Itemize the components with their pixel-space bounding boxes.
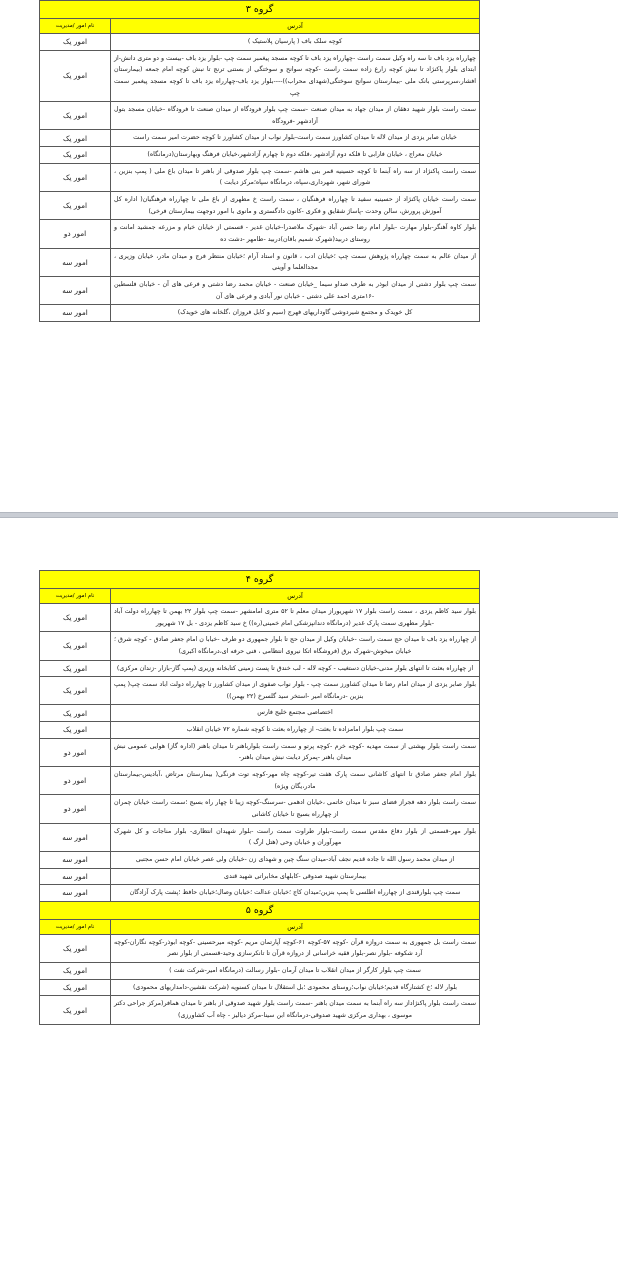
table-row — [40, 147, 480, 164]
name-cell: امور یک — [40, 50, 111, 102]
page-1 — [0, 0, 618, 512]
address-column-header: آدرس — [111, 919, 480, 934]
name-cell: امور یک — [40, 130, 111, 147]
name-cell: امور یک — [40, 632, 111, 660]
address-cell: سمت راست پاکنژاد از سه راه آبنما تا کوچه حسینیه قمر بنی هاشم -سمت چپ بلوار صدوقی از باهنر تا میدان باغ ملی ( پمپ بنزین ، شورای شهر، شهرداری،سپاه، درمانگاه سپاه؛مرکز دیابت ) — [111, 163, 480, 191]
page-2 — [0, 518, 618, 1286]
table-row — [40, 868, 480, 885]
address-cell: سمت چپ بلوارقندی از چهارراه اطلسی تا پمپ بنزین؛میدان کاج ؛خیابان عدالت ؛خیابان وصال؛خیابان حافظ ؛پشت پارک آزادگان — [111, 885, 480, 902]
table-row — [40, 851, 480, 868]
name-cell: امور یک — [40, 963, 111, 980]
name-cell: امور یک — [40, 705, 111, 722]
table-row — [40, 823, 480, 851]
address-cell: سمت چپ بلوار دشتی از میدان ابوذر به طرف صداو سیما _خیابان صنعت - خیابان محمد رضا دشتی و فرعی های آن - خیابان فلسطین -۱۶متری احمد علی دشتی - خیابان نور آبادی و فرعی های آن — [111, 276, 480, 304]
name-cell: امور یک — [40, 147, 111, 164]
name-cell: امور دو — [40, 795, 111, 823]
address-cell: بلوار کاوه آهنگر-بلوار مهارت -بلوار امام رضا حسن آباد -شهرک ملاصدرا-خیابان غدیر - قسمتی از خیابان خیام و مزرعه جمشید امانت و روستای دربید(شهرک شمیم بافان)دربید -طامهر -دشت ده — [111, 220, 480, 248]
table-row — [40, 220, 480, 248]
address-cell: سمت راست بلوار دهه فجراز فضای سبز تا میدان خاتمی ،خیابان ادهمی -سرسنگ-کوچه زیبا تا چهار راه بسیج ؛سمت راست خیابان چمران از چهارراه بسیج تا خیابان کاشانی — [111, 795, 480, 823]
table-row — [40, 276, 480, 304]
address-cell: بلوار لاله ؛خ کشتارگاه قدیم؛خیابان نواب؛روستای محمودی ؛بل استقلال تا میدان کسنویه (شرکت نقشین-دامداریهای محمودی) — [111, 979, 480, 996]
address-cell: چهارراه یزد باف تا سه راه وکیل سمت راست -چهارراه یزد باف تا کوچه مسجد پیغمبر سمت چپ -بلوار یزد باف -بیست و دو متری دانش-از ابتدای بلوار پاکنژاد تا نبش کوچه زارع زاده سمت راست -کوچه سوانح و سوختگی از بستنی ترنج تا نبش کوچه امام جمعه (بیمارستان افشار،سرپرستی بانک ملی -بیمارستان سوانح سوختگی(شهدای محراب))----بلوار یزد باف-چهارراه یزد باف تا کوچه مسجد پیغمبر سمت چپ — [111, 50, 480, 102]
table-row — [40, 885, 480, 902]
group-title-row — [40, 571, 480, 589]
name-cell: امور سه — [40, 248, 111, 276]
address-cell: سمت راست بلوار شهید دهقان از میدان جهاد به میدان صنعت -سمت چپ بلوار فرودگاه از میدان صنعت تا فرودگاه -خیابان مسجد بتول آزادشهر -فرودگاه — [111, 102, 480, 130]
address-cell: سمت چپ بلوار کارگر از میدان انقلاب تا میدان آرمان -بلوار رسالت (درمانگاه امیر-شرکت نفت ) — [111, 963, 480, 980]
group-title-row — [40, 1, 480, 19]
table-row — [40, 934, 480, 962]
name-column-header: نام امور /مدیریت — [40, 19, 111, 34]
table-row — [40, 963, 480, 980]
table-row — [40, 248, 480, 276]
table-row — [40, 34, 480, 51]
table-row — [40, 604, 480, 632]
name-column-header: نام امور /مدیریت — [40, 589, 111, 604]
table-row — [40, 767, 480, 795]
group-4-table — [39, 570, 480, 1025]
table-row — [40, 705, 480, 722]
address-cell: سمت راست بل جمهوری به سمت دروازه قرآن -کوچه ۵۷-کوچه ۶۱-کوچه آپارتمان مریم -کوچه میرحسینی -کوچه ابوذر-کوچه نگاران-کوچه آرد شکوفه -بلوار نصر-بلوار فقیه خراسانی از دروازه قرآن تا تانکرسازی وحید-قسمتی از بلوار نصر — [111, 934, 480, 962]
address-cell: کل خویدک و مجتمع شیردوشی گاوداریهای فهرج (سیم و کابل فروزان ،گلخانه های خویدک) — [111, 305, 480, 322]
group-title: گروه ۳ — [40, 1, 480, 19]
address-cell: اختصاصی مجتمع خلیج فارس — [111, 705, 480, 722]
address-column-header: آدرس — [111, 19, 480, 34]
name-cell: امور دو — [40, 738, 111, 766]
address-cell: بلوار صابر یزدی از میدان امام رضا تا میدان کشاورز سمت چپ - بلوار نواب صفوی از میدان کشاورز تا چهارراه دولت اباد سمت چپ( پمپ بنزین -درمانگاه امیر -استخر سید گلسرخ (۲۲ بهمن)) — [111, 677, 480, 705]
name-cell: امور سه — [40, 868, 111, 885]
address-cell: از میدان محمد رسول الله تا جاده قدیم نجف آباد-میدان سنگ چین و شهدای زن -خیابان ولی عصر خیابان امام حسن مجتبی — [111, 851, 480, 868]
address-cell: بیمارستان شهید صدوقی -کابلهای مخابراتی شهید قندی — [111, 868, 480, 885]
group-3-table-wrapper — [40, 0, 480, 322]
name-cell: امور یک — [40, 604, 111, 632]
name-cell: امور سه — [40, 885, 111, 902]
column-header-row — [40, 589, 480, 604]
name-cell: امور یک — [40, 722, 111, 739]
table-row — [40, 192, 480, 220]
address-cell: سمت راست خیابان پاکنژاد از حسینیه سفید تا چهارراه فرهنگیان ، سمت راست خ مطهری از باغ ملی تا چهارراه فرهنگیان( اداره کل آموزش پرورش، سالن وحدت -پاساژ شقایق و فکری -کانون دادگستری و مانوی با امور دوجهت بیمارستان فرخی) — [111, 192, 480, 220]
address-cell: سمت راست بلوار پاکنژاداز سه راه آبنما به سمت میدان باهنر -سمت راست بلوار شهید صدوقی از باهنر تا میدان همافر(مرکز جراحی دکتر موسوی ، بهداری مرکزی شهید صدوقی-درمانگاه ابن سینا-مرکز دیالیز - چاه آب کشاورزی) — [111, 996, 480, 1024]
address-column-header: آدرس — [111, 589, 480, 604]
table-row — [40, 50, 480, 102]
group-title: گروه ۵ — [40, 901, 480, 919]
name-cell: امور دو — [40, 767, 111, 795]
table-row — [40, 660, 480, 677]
table-row — [40, 738, 480, 766]
address-cell: از میدان عالم به سمت چهارراه پژوهش سمت چپ ؛خیابان ادب ، قانون و استاد آرام ؛خیابان منتظر فرج و میدان مادر، خیابان وزیری ، مجدالعلما و آوینی — [111, 248, 480, 276]
name-cell: امور سه — [40, 276, 111, 304]
name-cell: امور دو — [40, 220, 111, 248]
name-cell: امور سه — [40, 305, 111, 322]
column-header-row — [40, 19, 480, 34]
table-row — [40, 102, 480, 130]
address-cell: کوچه سلک باف ( پارسیان پلاستیک ) — [111, 34, 480, 51]
address-cell: سمت راست بلوار بهشتی از سمت مهدیه -کوچه خرم -کوچه پرتو و سمت راست بلوارباهنر تا میدان باهنر (اداره گاز) هوایی عمومی نبش میدان باهنر -پمرکز دیابت نبش میدان باهنر- — [111, 738, 480, 766]
table-row — [40, 677, 480, 705]
column-header-row — [40, 919, 480, 934]
name-cell: امور یک — [40, 102, 111, 130]
address-cell: سمت چپ بلوار امامزاده تا بعثت- از چهارراه بعثت تا کوچه شماره ۷۲ خیابان انقلاب — [111, 722, 480, 739]
address-cell: بلوار امام جعفر صادق تا انتهای کاشانی سمت پارک هفت تیر-کوچه چاه مهر-کوچه توت فرنگی( بیمارستان مرتاض ،آبادیس-بیمارستان مادر،یگان ویژه) — [111, 767, 480, 795]
name-cell: امور یک — [40, 660, 111, 677]
name-cell: امور یک — [40, 934, 111, 962]
group-3-table — [39, 0, 480, 322]
name-cell: امور یک — [40, 979, 111, 996]
address-cell: خیابان معراج ، خیابان فارابی تا فلکه دوم آزادشهر ،فلکه دوم تا چهارم آزادشهر،خیابان فرهنگ وبهارستان(درمانگاه) — [111, 147, 480, 164]
name-cell: امور یک — [40, 996, 111, 1024]
table-row — [40, 305, 480, 322]
name-column-header: نام امور /مدیریت — [40, 919, 111, 934]
group-4-body — [40, 571, 480, 1025]
table-row — [40, 163, 480, 191]
table-row — [40, 996, 480, 1024]
table-row — [40, 722, 480, 739]
table-row — [40, 795, 480, 823]
address-cell: بلوار مهر-قسمتی از بلوار دفاع مقدس سمت راست-بلوار طراوت سمت راست -بلوار شهیدان انتظاری- بلوار مناجات و کل شهرک مهرآوران و خیابان وحی (هتل ارگ ) — [111, 823, 480, 851]
table-row — [40, 632, 480, 660]
table-row — [40, 130, 480, 147]
group-title-row — [40, 901, 480, 919]
group-title: گروه ۴ — [40, 571, 480, 589]
name-cell: امور یک — [40, 192, 111, 220]
name-cell: امور سه — [40, 851, 111, 868]
name-cell: امور سه — [40, 823, 111, 851]
name-cell: امور یک — [40, 34, 111, 51]
address-cell: خیابان صابر یزدی از میدان لاله تا میدان کشاورز سمت راست-بلوار نواب از میدان کشاورز تا کوچه حضرت امیر سمت راست — [111, 130, 480, 147]
name-cell: امور یک — [40, 677, 111, 705]
address-cell: بلوار سید کاظم یزدی ، سمت راست بلوار ۱۷ شهریوراز میدان معلم تا ۵۲ متری امامشهر -سمت چپ بلوار ۲۲ بهمن تا چهارراه دولت آباد -بلوار مطهری سمت پارک غدیر (درمانگاه دندانپزشکی امام خمینی(ره)) خ سید کاظم یزدی - بل ۱۷ شهریور — [111, 604, 480, 632]
address-cell: از چهارراه یزد باف تا میدان حج سمت راست -خیابان وکیل از میدان حج تا بلوار جمهوری دو طرف -خیابا ن امام جعفر صادق - کوچه شرق ؛خیابان میخوش-شهرک برق (فروشگاه اتکا نیروی انتظامی ، فنی حرفه ای،درمانگاه اکبری) — [111, 632, 480, 660]
table-row — [40, 979, 480, 996]
name-cell: امور یک — [40, 163, 111, 191]
group-3-body — [40, 1, 480, 322]
group-4-and-5-table-wrapper — [40, 570, 480, 1025]
address-cell: از چهارراه بعثت تا انتهای بلوار مدنی-خیابان دستغیب - کوچه لاله - لب خندق تا پست زمینی کتابخانه وزیری (پمپ گاز-بازار -زندان مرکزی) — [111, 660, 480, 677]
